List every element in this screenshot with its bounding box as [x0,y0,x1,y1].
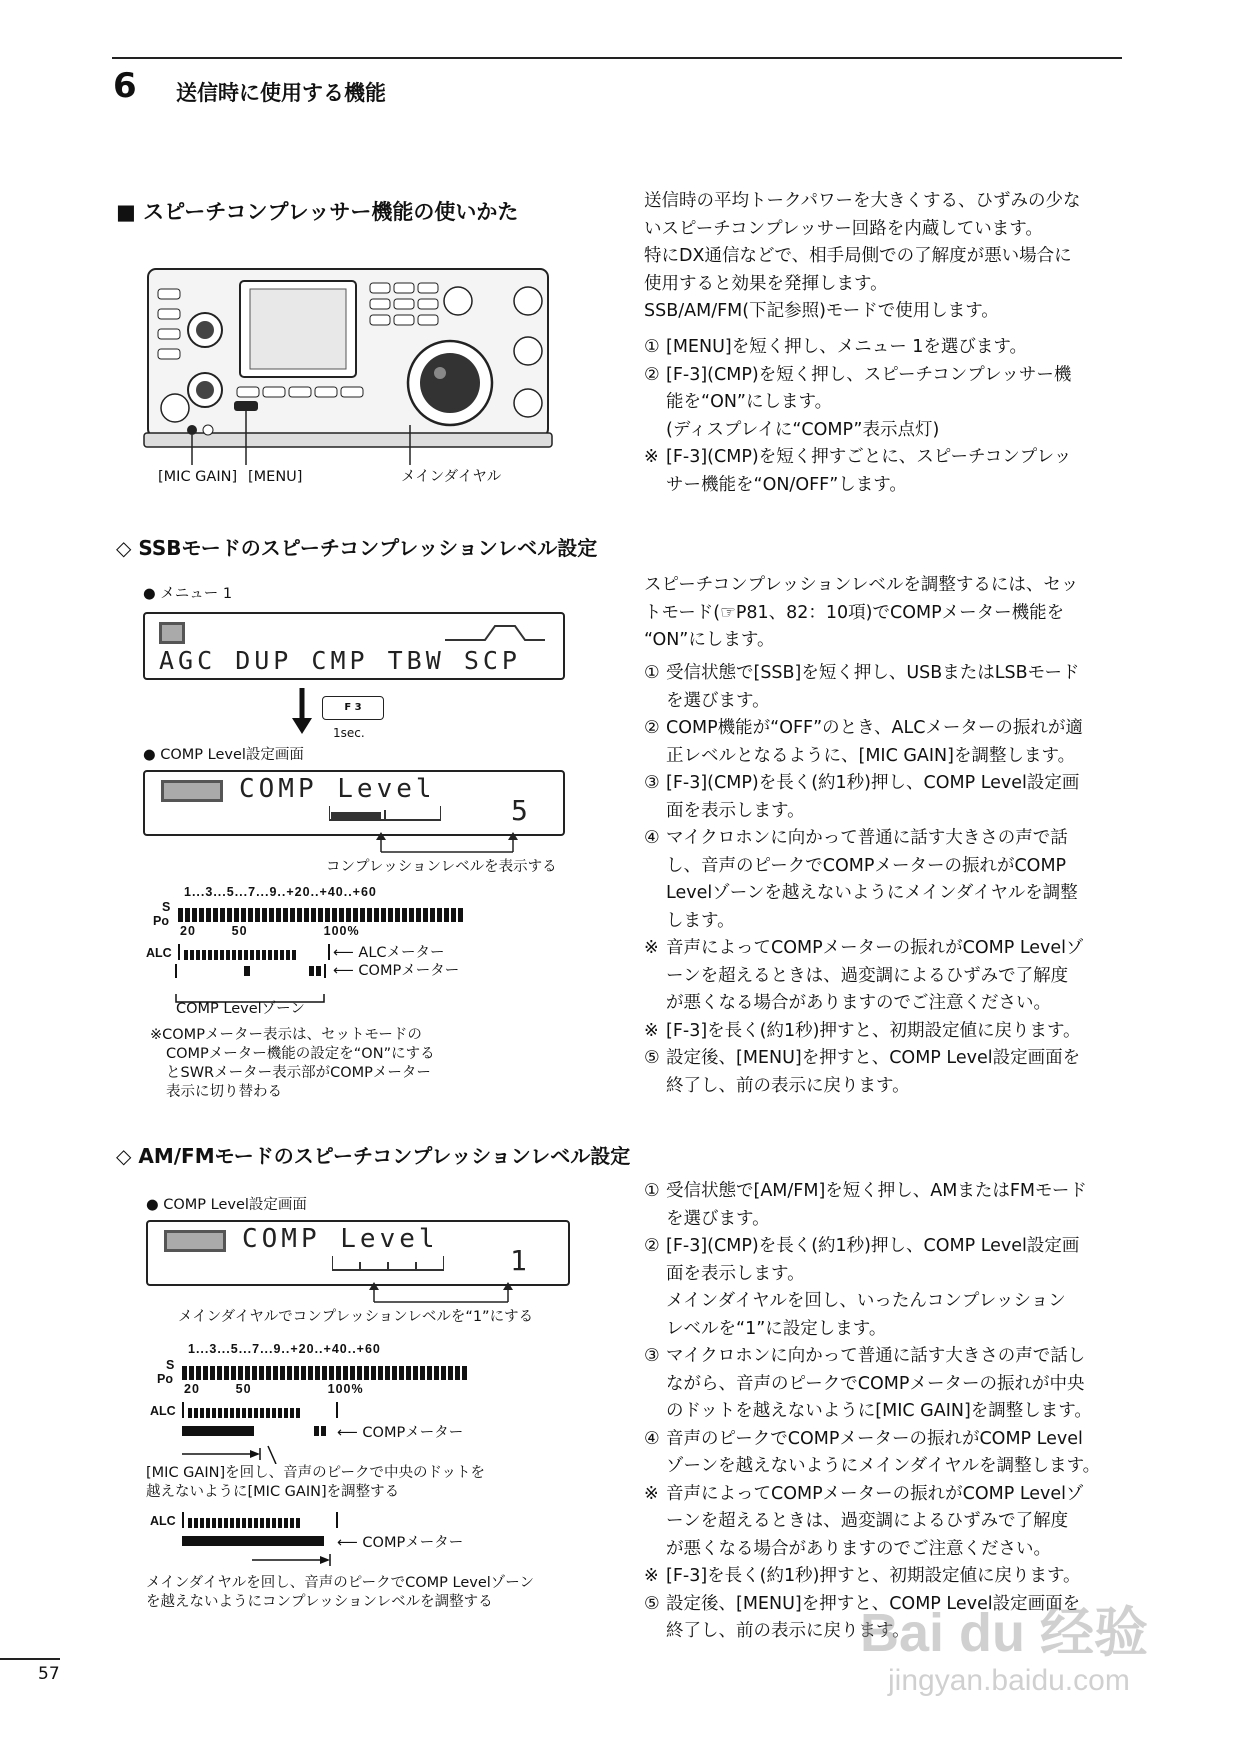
step-marker: ② [644,718,660,738]
s-po-meter-bar [178,904,478,920]
amfm-mic-note [146,1464,485,1502]
step-line: を選びます。 [666,690,770,711]
amfm-step-2 [644,1233,1124,1343]
step-line: [MENU]を短く押し、メニュー 1を選びます。 [666,337,1028,357]
comp-meter-text: COMPメーター [358,963,460,979]
step-line: [F-3](CMP)を長く(約1秒)押し、COMP Level設定画 [666,773,1080,793]
step-marker: ③ [644,1346,660,1366]
amfm-lcd-title: COMP Level [242,1224,439,1254]
level-indicator-arrows [368,1282,518,1306]
ssb-step-3 [644,770,1124,825]
ssb-intro [644,572,1124,655]
comp-level-zone-label: COMP Levelゾーン [176,1001,305,1017]
footer-rule [0,1658,60,1660]
baidu-watermark: Bai du 经验 [860,1603,1149,1663]
alc-label-left: ALC [150,1404,176,1418]
f3-key: F 3 [322,696,384,720]
footnote-line: COMPメーター機能の設定を“ON”にする [166,1046,435,1062]
section-intro [644,188,1124,326]
step-line: します。 [666,910,735,931]
meter-s: S [166,1358,175,1372]
step-marker: ② [644,364,660,385]
menu-lcd-text: AGC DUP CMP TBW SCP [159,646,521,675]
ssb-lcd-value: 5 [511,794,532,827]
meter-scale-bottom: 20 50 100% [180,924,360,938]
step-marker: ※ [644,938,659,958]
note-line: [MIC GAIN]を回し、音声のピークで中央のドットを [146,1465,485,1481]
footnote-line: 表示に切り替わる [166,1084,282,1100]
ssb-steps [644,660,1124,1100]
lcd-block-icon [161,780,223,802]
amfm-title: ◇ AM/FMモードのスピーチコンプレッションレベル設定 [116,1144,631,1168]
comp-meter-label: ⟵ COMPメーター [333,963,460,979]
ssb-note-2 [644,1018,1124,1046]
lcd-level-scale [332,1256,444,1272]
ssb-footnote [150,1026,435,1102]
step-line: ーンを超えるときは、過変調によるひずみで了解度 [666,965,1069,986]
ssb-lcd-title: COMP Level [239,774,436,804]
meter-s: S [162,900,171,914]
step-note [644,444,1124,499]
amfm-level-note: メインダイヤルでコンプレッションレベルを“1”にする [178,1309,534,1325]
chapter-number: 6 [113,66,137,106]
down-arrow-icon [290,688,314,734]
note-line: 越えないように[MIC GAIN]を調整する [146,1484,400,1500]
amfm-steps [644,1178,1124,1646]
amfm-comp-meter-2 [182,1534,342,1570]
intro-line: “ON”にします。 [644,630,775,650]
lcd-level-scale [329,806,441,822]
step-marker: ⑤ [644,1048,660,1068]
step-marker: ③ [644,773,660,793]
intro-line: 特にDX通信などで、相手局側での了解度が悪い場合に [644,246,1072,266]
step-line: マイクロホンに向かって普通に話す大きさの声で話し [666,1346,1086,1366]
intro-line: SSB/AM/FM(下記参照)モードで使用します。 [644,301,999,321]
amfm-comp-label-2: ⟵ COMPメーター [337,1535,464,1551]
meter-scale-bottom: 20 50 100% [184,1382,364,1396]
step-marker: ① [644,1181,660,1201]
ssb-note-1 [644,935,1124,1018]
amfm-step-1 [644,1178,1124,1233]
step-line: が悪くなる場合がありますのでご注意ください。 [666,1538,1051,1559]
meter-po: Po [153,914,169,928]
note-line: を越えないようにコンプレッションレベルを調整する [146,1594,493,1610]
amfm-level-caption: ● COMP Level設定画面 [146,1197,307,1213]
step-marker: ※ [644,1483,659,1504]
ssb-level-caption: ● COMP Level設定画面 [143,747,304,763]
level-indicator-arrows [375,832,525,856]
step-line: COMP機能が“OFF”のとき、ALCメーターの振れが適 [666,718,1083,738]
baidu-watermark-url: jingyan.baidu.com [888,1664,1130,1697]
meter-scale-top: 1...3...5...7...9..+20..+40..+60 [184,885,377,899]
menu-lcd [143,612,565,680]
step-marker: ④ [644,828,660,848]
step-line: メインダイヤルを回し、いったんコンプレッション [666,1291,1066,1311]
alc-meter-label: ⟵ ALCメーター [333,945,445,961]
intro-line: いスピーチコンプレッサー回路を内蔵しています。 [644,218,1043,239]
alc-meter [178,944,330,960]
alc-meter-text: ALCメーター [358,945,445,961]
step-line: [F-3](CMP)を短く押し、スピーチコンプレッサー機 [666,364,1072,385]
step-line: [F-3](CMP)を短く押すごとに、スピーチコンプレッ [666,447,1072,467]
filter-shape-icon [445,622,545,642]
step-line: ゾーンを越えないようにメインダイヤルを調整します。 [666,1456,1101,1476]
amfm-note-2 [644,1563,1124,1591]
intro-line: 使用すると効果を発揮します。 [644,273,888,294]
step-line: レベルを“1”に設定します。 [666,1318,887,1339]
ssb-comp-lcd [143,770,565,836]
ssb-step-4 [644,825,1124,935]
step-line: サー機能を“ON/OFF”します。 [666,474,907,495]
ssb-step-1 [644,660,1124,715]
note-line: メインダイヤルを回し、音声のピークでCOMP Levelゾーン [146,1575,534,1591]
amfm-step-3 [644,1343,1124,1426]
step-line: 面を表示します。 [666,800,805,821]
step-marker: ① [644,663,660,683]
step-marker: ⑤ [644,1593,660,1614]
step-marker: ※ [644,1020,659,1041]
radio-illustration [140,265,560,475]
section-title: ■ スピーチコンプレッサー機能の使いかた [116,200,519,224]
step-line: Levelゾーンを越えないようにメインダイヤルを調整 [666,883,1078,903]
main-dial-label: メインダイヤル [401,469,502,485]
alc-label-left: ALC [150,1514,176,1528]
footnote-line: とSWRメーター表示部がCOMPメーター [166,1065,431,1081]
header-rule [112,57,1122,59]
section-steps [644,334,1124,499]
amfm-comp-meter-1 [182,1424,342,1464]
menu1-caption: ● メニュー 1 [143,586,233,602]
comp-meter-text: COMPメーター [362,1535,464,1551]
step-line: [F-3]を長く(約1秒)押すと、初期設定値に戻ります。 [666,1566,1081,1586]
amfm-comp-lcd [146,1220,570,1286]
step-line: を選びます。 [666,1208,770,1229]
amfm-dial-note [146,1574,534,1612]
amfm-comp-label: ⟵ COMPメーター [337,1425,464,1441]
step-line: 終了し、前の表示に戻ります。 [666,1621,910,1641]
step-line: 正レベルとなるように、[MIC GAIN]を調整します。 [666,745,1076,766]
s-po-meter-bar [182,1362,482,1378]
step-1 [644,334,1124,362]
step-line: マイクロホンに向かって普通に話す大きさの声で話 [666,828,1068,848]
step-line: 音声によってCOMPメーターの振れがCOMP Levelゾ [666,1483,1084,1504]
step-line: 受信状態で[AM/FM]を短く押し、AMまたはFMモード [666,1181,1087,1201]
step-line: 音声によってCOMPメーターの振れがCOMP Levelゾ [666,938,1084,958]
f3-time: 1sec. [333,726,365,740]
alc-meter [182,1402,338,1418]
meter-po: Po [157,1372,173,1386]
step-marker: ① [644,337,660,357]
amfm-lcd-value: 1 [510,1244,531,1277]
meter-scale-top: 1...3...5...7...9..+20..+40..+60 [188,1342,381,1356]
mic-gain-label: [MIC GAIN] [158,469,238,485]
step-marker: ※ [644,447,659,467]
lcd-block-icon [159,622,185,644]
ssb-step-5 [644,1045,1124,1100]
lcd-block-icon [164,1230,226,1252]
ssb-step-2 [644,715,1124,770]
intro-line: トモード(☞P81、82：10項)でCOMPメーター機能を [644,602,1065,623]
menu-label: [MENU] [248,469,303,485]
alc-meter-2 [182,1512,338,1528]
step-line: のドットを越えないように[MIC GAIN]を調整します。 [666,1401,1092,1421]
step-line: 設定後、[MENU]を押すと、COMP Level設定画面を [666,1593,1081,1614]
alc-label-left: ALC [146,946,172,960]
step-line: し、音声のピークでCOMPメーターの振れがCOMP [666,855,1067,876]
footnote-line: ※COMPメーター表示は、セットモードの [150,1027,422,1043]
step-line: 能を“ON”にします。 [666,392,833,412]
step-line: 面を表示します。 [666,1263,805,1284]
chapter-title: 送信時に使用する機能 [176,81,386,105]
step-line: が悪くなる場合がありますのでご注意ください。 [666,993,1051,1013]
step-line: [F-3](CMP)を長く(約1秒)押し、COMP Level設定画 [666,1236,1080,1256]
intro-line: 送信時の平均トークパワーを大きくする、ひずみの少な [644,191,1081,211]
step-line: ながら、音声のピークでCOMPメーターの振れが中央 [666,1373,1085,1394]
ssb-level-note: コンプレッションレベルを表示する [326,859,557,875]
step-2 [644,362,1124,445]
page-number: 57 [38,1664,60,1684]
step-line: [F-3]を長く(約1秒)押すと、初期設定値に戻ります。 [666,1020,1081,1041]
step-line: 音声のピークでCOMPメーターの振れがCOMP Level [666,1428,1083,1449]
comp-meter-text: COMPメーター [362,1425,464,1441]
step-marker: ④ [644,1428,660,1449]
step-line: 終了し、前の表示に戻ります。 [666,1075,910,1096]
step-marker: ② [644,1236,660,1256]
step-line: ーンを超えるときは、過変調によるひずみで了解度 [666,1511,1069,1531]
step-line: (ディスプレイに“COMP”表示点灯) [666,419,940,440]
step-marker: ※ [644,1566,659,1586]
intro-line: スピーチコンプレッションレベルを調整するには、セッ [644,575,1079,595]
step-line: 受信状態で[SSB]を短く押し、USBまたはLSBモード [666,663,1080,683]
step-line: 設定後、[MENU]を押すと、COMP Level設定画面を [666,1048,1081,1068]
amfm-step-4 [644,1426,1124,1481]
amfm-note-1 [644,1481,1124,1564]
ssb-title: ◇ SSBモードのスピーチコンプレッションレベル設定 [116,536,598,560]
